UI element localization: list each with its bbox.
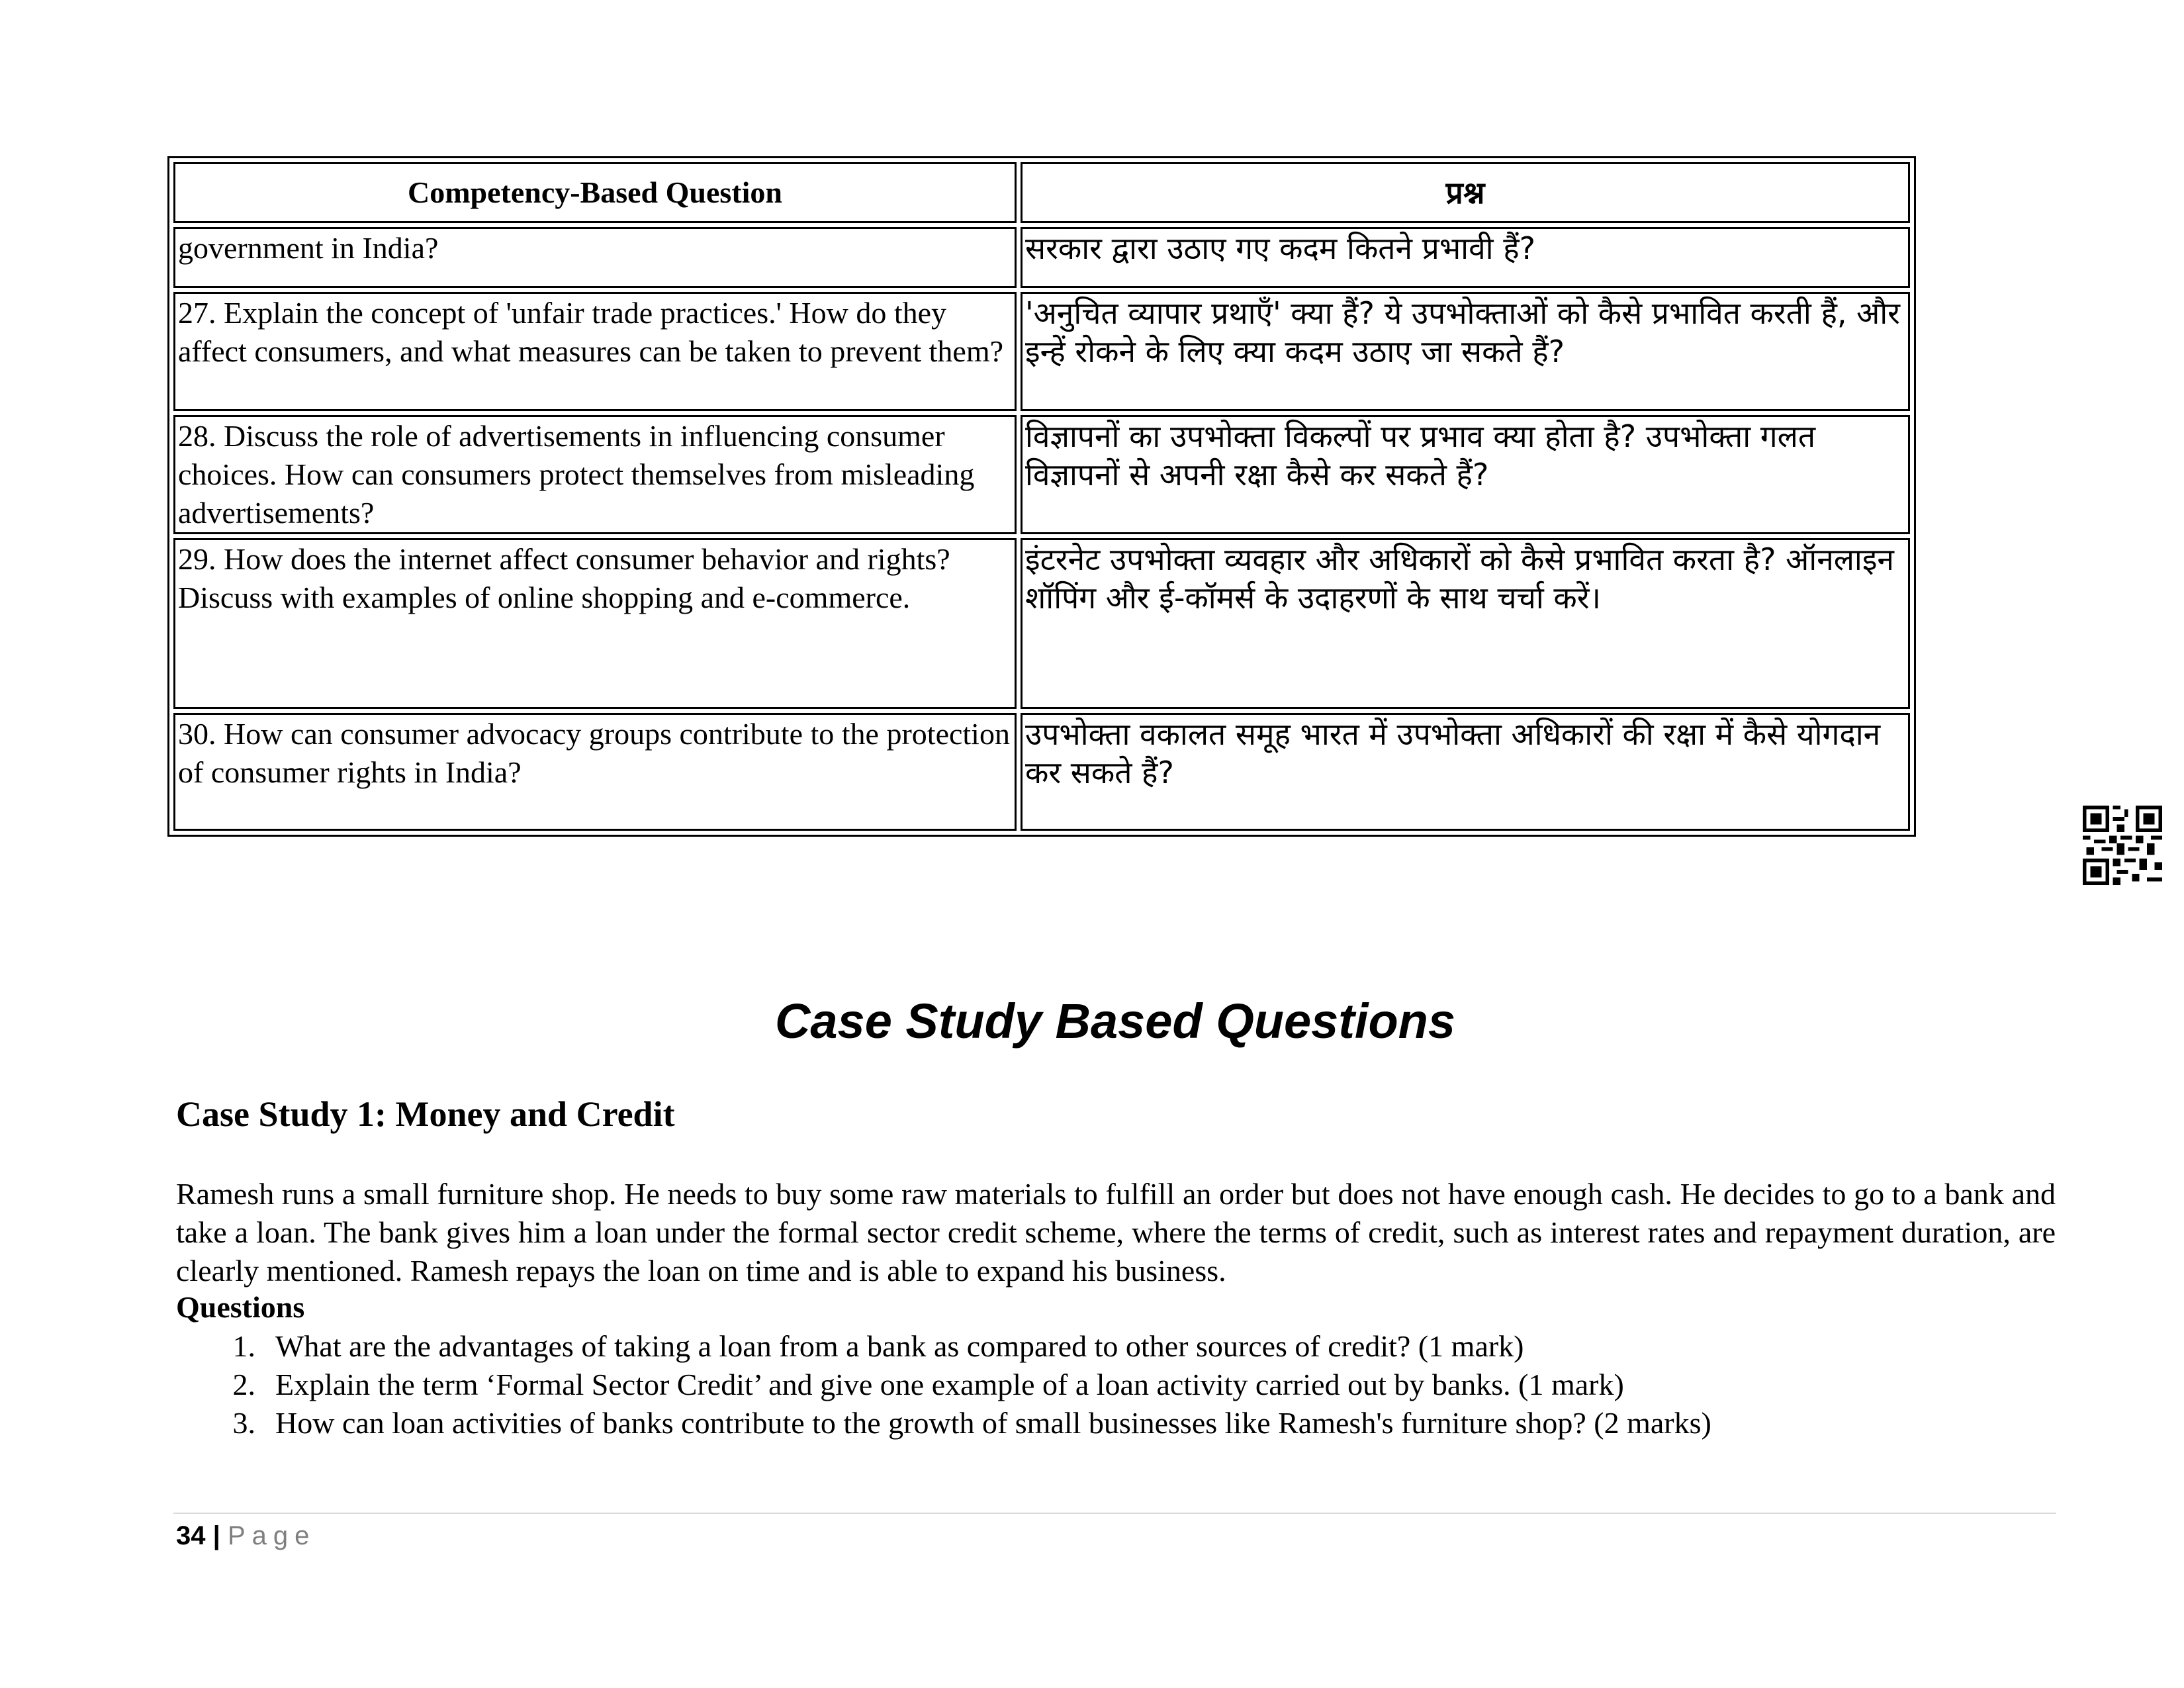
item-number: 1. — [232, 1329, 255, 1363]
question-en: 30. How can consumer advocacy groups contribute to the protection of consumer rights in India? — [173, 713, 1017, 831]
question-hi: विज्ञापनों का उपभोक्ता विकल्पों पर प्रभाव क्या होता है? उपभोक्ता गलत विज्ञापनों से अपनी रक्षा कैसे कर सकते हैं? — [1021, 415, 1910, 534]
question-en: 29. How does the internet affect consumer behavior and rights? Discuss with examples of online shopping and e-commerce. — [173, 538, 1017, 709]
list-item — [176, 1327, 1711, 1366]
footer-separator: | — [212, 1521, 220, 1550]
case-study-paragraph: Ramesh runs a small furniture shop. He needs to buy some raw materials to fulfill an order but does not have enough cash. He decides to go to a bank and take a loan. The bank gives him a loan under the formal sector credit scheme, where the terms of credit, such as interest rates and repayment duration, are clearly mentioned. Ramesh repays the loan on time and is able to expand his business. — [176, 1177, 2056, 1288]
table-row — [173, 292, 1910, 411]
section-heading: Case Study Based Questions — [774, 994, 1456, 1049]
page-word: Page — [227, 1521, 316, 1550]
footer-divider — [173, 1513, 2056, 1514]
item-text: What are the advantages of taking a loan from a bank as compared to other sources of credit? (1 mark) — [275, 1329, 1524, 1363]
question-en: government in India? — [173, 227, 1017, 288]
header-hindi: प्रश्न — [1021, 162, 1910, 223]
table-row — [173, 415, 1910, 534]
table-row — [173, 713, 1910, 831]
page-footer — [176, 1521, 316, 1551]
question-hi: उपभोक्ता वकालत समूह भारत में उपभोक्ता अधिकारों की रक्षा में कैसे योगदान कर सकते हैं? — [1021, 713, 1910, 831]
case-study-title: Case Study 1: Money and Credit — [176, 1094, 675, 1134]
question-hi: 'अनुचित व्यापार प्रथाएँ' क्या हैं? ये उपभोक्ताओं को कैसे प्रभावित करती हैं, और इन्हें रोकने के लिए क्या कदम उठाए जा सकते हैं? — [1021, 292, 1910, 411]
list-item — [176, 1404, 1711, 1442]
questions-label: Questions — [176, 1290, 305, 1324]
item-number: 3. — [232, 1406, 255, 1440]
questions-list — [176, 1327, 1711, 1442]
question-en: 27. Explain the concept of 'unfair trade practices.' How do they affect consumers, and what measures can be taken to prevent them? — [173, 292, 1017, 411]
table-header-row — [173, 162, 1910, 223]
header-english: Competency-Based Question — [173, 162, 1017, 223]
question-table — [167, 156, 1916, 837]
item-text: Explain the term ‘Formal Sector Credit’ and give one example of a loan activity carried out by banks. (1 mark) — [275, 1368, 1624, 1401]
question-en: 28. Discuss the role of advertisements in influencing consumer choices. How can consumers protect themselves from misleading advertisements? — [173, 415, 1017, 534]
page-number: 34 — [176, 1521, 206, 1550]
table-row — [173, 227, 1910, 288]
table-row — [173, 538, 1910, 709]
question-hi: सरकार द्वारा उठाए गए कदम कितने प्रभावी हैं? — [1021, 227, 1910, 288]
question-hi: इंटरनेट उपभोक्ता व्यवहार और अधिकारों को कैसे प्रभावित करता है? ऑनलाइन शॉपिंग और ई-कॉमर्स के उदाहरणों के साथ चर्चा करें। — [1021, 538, 1910, 709]
qr-code-icon — [2083, 806, 2162, 885]
item-text: How can loan activities of banks contribute to the growth of small businesses like Ramesh's furniture shop? (2 marks) — [275, 1406, 1711, 1440]
item-number: 2. — [232, 1368, 255, 1401]
list-item — [176, 1366, 1711, 1404]
